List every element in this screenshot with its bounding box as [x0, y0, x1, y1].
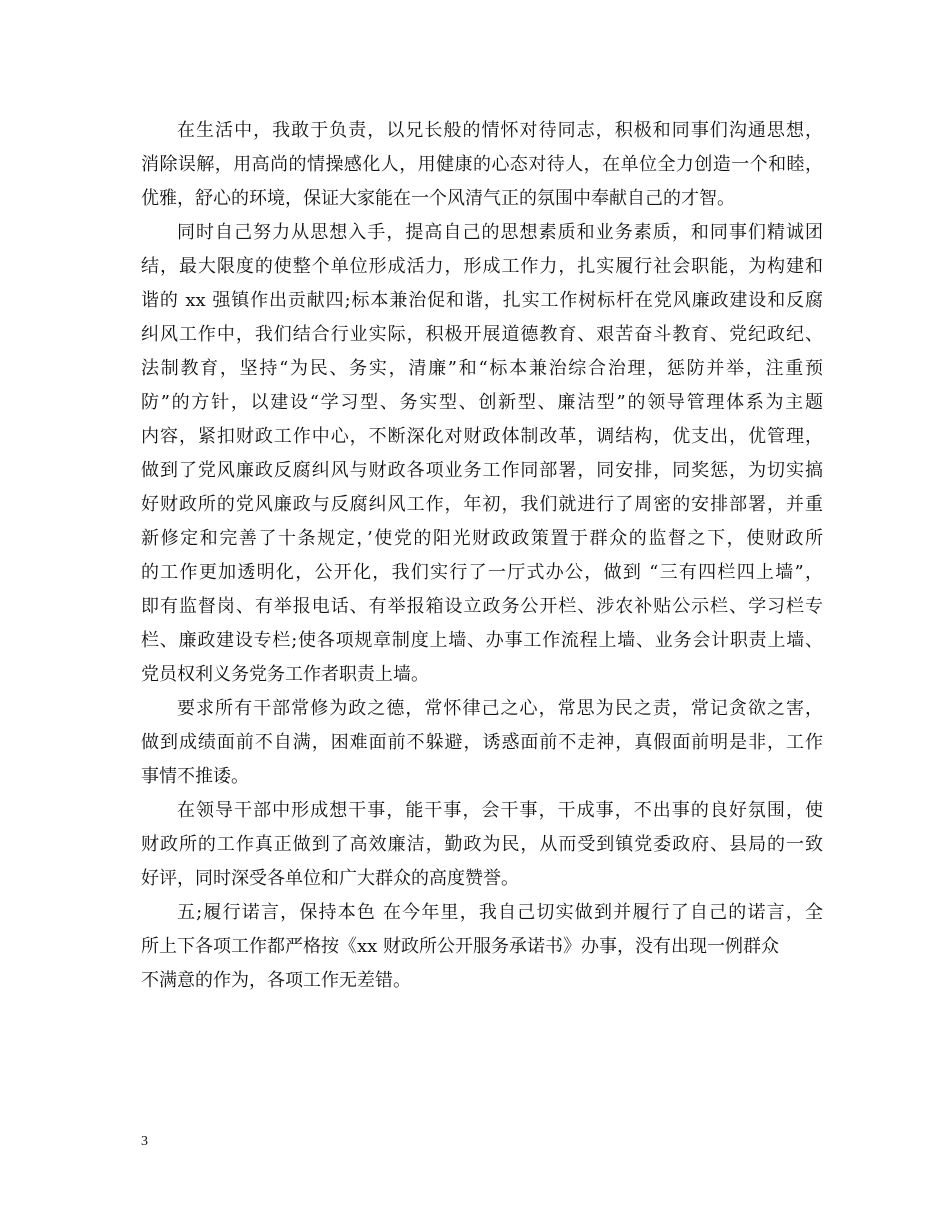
text-line: 做到成绩面前不自满，困难面前不躲避，诱惑面前不走神，真假面前明是非，工作: [141, 732, 823, 753]
paragraph: [141, 896, 823, 998]
text-line: 做到了党风廉政反腐纠风与财政各项业务工作同部署，同安排，同奖惩，为切实搞: [141, 460, 823, 481]
text-line: 要求所有干部常修为政之德，常怀律己之心，常思为民之责，常记贪欲之害，: [177, 698, 823, 719]
paragraph: [141, 216, 823, 692]
text-line: 结，最大限度的使整个单位形成活力，形成工作力，扎实履行社会职能，为构建和: [141, 256, 823, 277]
paragraph: [141, 114, 823, 216]
text-line: 在生活中，我敢于负责，以兄长般的情怀对待同志，积极和同事们沟通思想，: [177, 120, 823, 141]
text-line: 防”的方针，以建设“学习型、务实型、创新型、廉洁型”的领导管理体系为主题: [141, 392, 823, 413]
text-line: 五;履行诺言，保持本色 在今年里，我自己切实做到并履行了自己的诺言，全: [177, 902, 823, 923]
text-line: 所上下各项工作都严格按《xx 财政所公开服务承诺书》办事，没有出现一例群众: [141, 936, 780, 957]
text-line: 在领导干部中形成想干事，能干事，会干事，干成事，不出事的良好氛围，使: [177, 800, 823, 821]
text-line: 不满意的作为，各项工作无差错。: [141, 970, 411, 991]
paragraph: [141, 692, 823, 794]
text-line: 事情不推诿。: [141, 766, 249, 787]
text-line: 法制教育，坚持“为民、务实，清廉”和“标本兼治综合治理，惩防并举，注重预: [141, 358, 823, 379]
text-line: 好财政所的党风廉政与反腐纠风工作，年初，我们就进行了周密的安排部署，并重: [141, 494, 823, 515]
text-line: 内容，紧扣财政工作中心，不断深化对财政体制改革，调结构，优支出，优管理，: [141, 426, 823, 447]
text-line: 谐的 xx 强镇作出贡献四;标本兼治促和谐，扎实工作树标杆在党风廉政建设和反腐: [141, 290, 823, 311]
text-line: 好评，同时深受各单位和广大群众的高度赞誉。: [141, 868, 519, 889]
text-line: 党员权利义务党务工作者职责上墙。: [141, 664, 429, 685]
text-line: 同时自己努力从思想入手，提高自己的思想素质和业务素质，和同事们精诚团: [177, 222, 823, 243]
text-line: 纠风工作中，我们结合行业实际，积极开展道德教育、艰苦奋斗教育、党纪政纪、: [141, 324, 823, 345]
text-line: 消除误解，用高尚的情操感化人，用健康的心态对待人，在单位全力创造一个和睦，: [141, 154, 823, 175]
body-text: [141, 114, 823, 998]
paragraph: [141, 794, 823, 896]
text-line: 栏、廉政建设专栏;使各项规章制度上墙、办事工作流程上墙、业务会计职责上墙、: [141, 630, 823, 651]
page-number: 3: [141, 1134, 148, 1149]
text-line: 新修定和完善了十条规定，’使党的阳光财政政策置于群众的监督之下，使财政所: [141, 528, 823, 549]
text-line: 财政所的工作真正做到了高效廉洁，勤政为民，从而受到镇党委政府、县局的一致: [141, 834, 823, 855]
text-line: 优雅，舒心的环境，保证大家能在一个风清气正的氛围中奉献自己的才智。: [141, 188, 735, 209]
text-line: 的工作更加透明化，公开化，我们实行了一厅式办公，做到 “三有四栏四上墙”，: [141, 562, 823, 583]
text-line: 即有监督岗、有举报电话、有举报箱设立政务公开栏、涉农补贴公示栏、学习栏专: [141, 596, 823, 617]
